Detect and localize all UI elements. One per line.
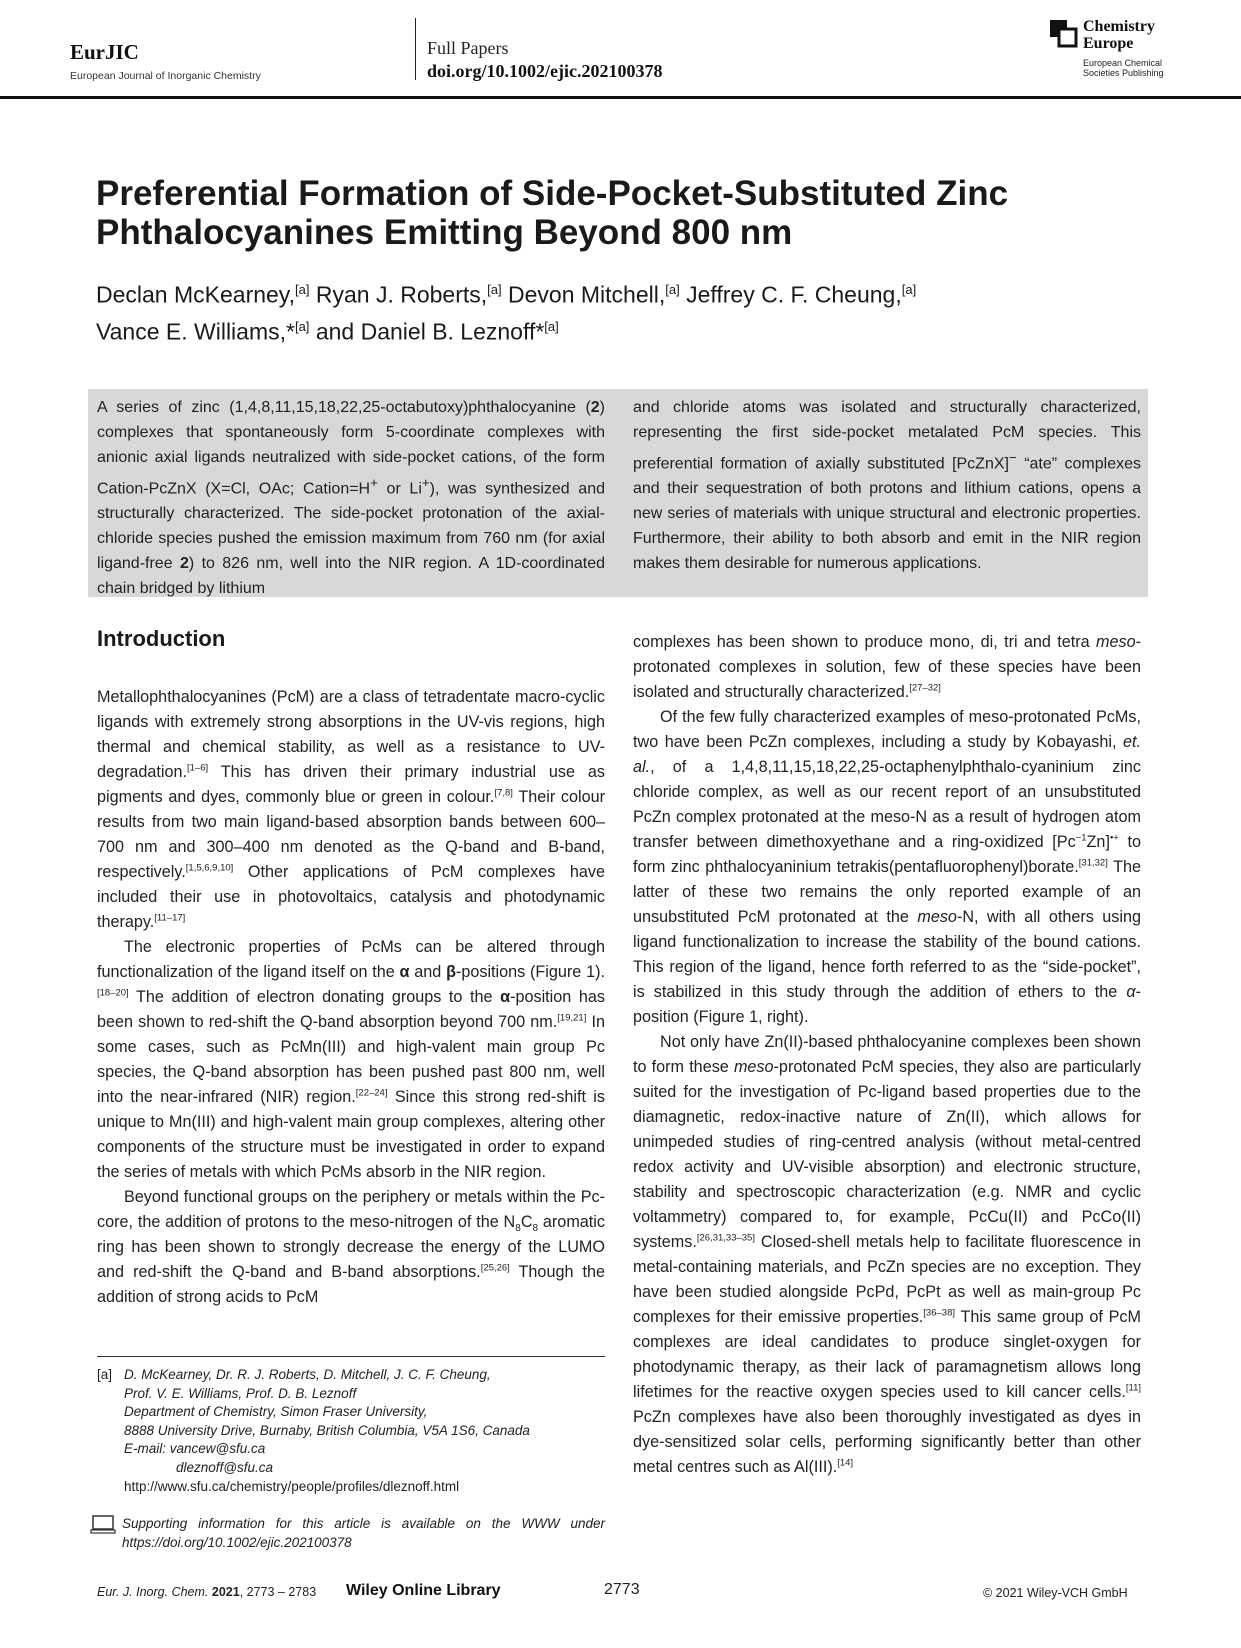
body-text: and — [409, 963, 447, 981]
compound-number: 2 — [179, 555, 189, 573]
charge-superscript: + — [370, 475, 378, 490]
author-name: Declan McKearney, — [96, 281, 295, 308]
footnote-line: Department of Chemistry, Simon Fraser University, — [124, 1404, 428, 1420]
section-heading-introduction: Introduction — [97, 626, 226, 651]
abstract-text: “ate” complexes and their sequestration of both protons and lithium cations, opens a new series of materials with unique structural and electronic properties. Furthermore, their ability to both absorb and emit in the NIR region makes them desirable for numerous applications. — [633, 455, 1142, 573]
email-link[interactable]: dleznoff@sfu.ca — [176, 1459, 274, 1475]
author-affiliation: [a] — [294, 318, 310, 334]
footnote-label: [a] — [97, 1367, 113, 1382]
compound-number: 2 — [590, 399, 600, 416]
citation-link[interactable]: [18–20] — [97, 987, 129, 999]
profile-url-link[interactable]: http://www.sfu.ca/chemistry/people/profiles/dleznoff.html — [124, 1478, 460, 1494]
citation-link[interactable]: [27–32] — [909, 682, 941, 694]
citation-link[interactable]: [1,5,6,9,10] — [185, 862, 234, 874]
charge-superscript: −1 — [1075, 832, 1087, 844]
paper-type: Full Papers — [427, 38, 509, 58]
title-line-1: Preferential Formation of Side-Pocket-Substituted Zinc — [96, 174, 1009, 213]
footnote-lines — [124, 1366, 530, 1496]
body-text: PcZn complexes have also been thoroughly investigated as dyes in dye-sensitized solar cells, performing significantly better than other metal centres such as Al(III). — [633, 1408, 1141, 1476]
paragraph — [97, 1185, 605, 1310]
publisher-subtitle — [1083, 58, 1164, 78]
body-text: The electronic properties of PcMs can be altered through functionalization of the ligand itself on the — [97, 938, 605, 981]
citation-link[interactable]: [7,8] — [494, 787, 513, 799]
abstract-text: ( — [585, 399, 591, 416]
author-line-2 — [96, 311, 1156, 348]
citation-link[interactable]: [14] — [837, 1457, 854, 1469]
footnote-rule — [97, 1356, 605, 1357]
email-link[interactable]: E-mail: vancew@sfu.ca — [124, 1441, 266, 1457]
body-text: -protonated PcM species, they also are particularly suited for the investigation of Pc-ligand based properties due to the diamagnetic, redox-inactive nature of Zn(II), which allows for unimpeded studies of ring-centred analysis (without metal-centred redox activity and UV-visible absorption) and electronic structure, stability and spectroscopic characterization (e.g. NMR and cyclic voltammetry) compared to, for example, PcCu(II) and PcCo(II) systems. — [633, 1058, 1141, 1251]
citation-link[interactable]: [19,21] — [557, 1012, 587, 1024]
greek-alpha: α — [399, 963, 410, 981]
body-text: Of the few fully characterized examples of meso-protonated PcMs, two have been PcZn complexes, including a study by Kobayashi, — [633, 708, 1141, 751]
header-rule — [0, 96, 1241, 99]
footer-citation — [97, 1585, 316, 1599]
body-text: aromatic ring has been shown to strongly decrease the energy of the LUMO and red-shift the Q-band and B-band absorptions. — [97, 1213, 605, 1281]
charge-superscript: + — [421, 475, 430, 490]
header-divider — [415, 18, 416, 80]
subscript: 8 — [515, 1223, 521, 1235]
body-text: Their colour results from two main ligand-based absorption bands between 600–700 nm and 300–400 nm denoted as the Q-band and B-band, respectively. — [97, 788, 606, 881]
body-text: Though the addition of strong acids to PcM — [97, 1263, 606, 1306]
subscript: 8 — [532, 1223, 539, 1235]
footer-pages: , 2773 – 2783 — [239, 1585, 317, 1599]
publisher-sub-line1: European Chemical — [1083, 58, 1163, 68]
wiley-online-library-link[interactable]: Wiley Online Library — [346, 1582, 501, 1599]
citation-link[interactable]: [31,32] — [1078, 857, 1108, 869]
body-text: Other applications of PcM complexes have included their use in photovoltaics, catalysis and photodynamic therapy. — [97, 863, 605, 931]
paragraph — [97, 685, 605, 935]
footer-journal-name: Eur. J. Inorg. Chem. — [97, 1585, 209, 1599]
paragraph — [97, 935, 605, 1185]
citation-link[interactable]: [11] — [1125, 1382, 1141, 1394]
author-affiliation: [a] — [544, 318, 559, 334]
author-affiliation: [a] — [295, 282, 310, 297]
author-name: Daniel B. Leznoff* — [360, 318, 545, 345]
body-text: complexes has been shown to produce mono, di, tri and tetra — [633, 633, 1097, 651]
abstract-left-column — [97, 395, 605, 601]
body-text: Beyond functional groups on the periphery or metals within the Pc-core, the addition of protons to the meso-nitrogen of the N — [97, 1188, 605, 1231]
greek-beta: β — [446, 963, 456, 981]
page-number: 2773 — [604, 1581, 640, 1598]
body-text: The latter of these two remains the only reported example of an unsubstituted PcM protonated at the — [633, 858, 1141, 926]
charge-superscript: •+ — [1109, 832, 1119, 844]
abstract-text: and chloride atoms was isolated and structurally characterized, representing the first side-pocket metalated PcM species. This preferential formation of axially substituted [PcZnX] — [633, 399, 1141, 473]
body-text: to form zinc phthalocyaninium tetrakis(pentafluorophenyl)borate. — [633, 833, 1142, 876]
abstract-text: A series of zinc (1,4,8,11,15,18,22,25-octabutoxy)phthalocyanine — [97, 399, 576, 416]
body-left-column — [97, 685, 605, 1310]
author-line-1 — [96, 274, 1156, 311]
footnote-line: Prof. V. E. Williams, Prof. D. B. Leznoff — [124, 1385, 357, 1401]
abstract-text: or Li — [377, 480, 422, 498]
citation-link[interactable]: [11–17] — [154, 912, 186, 924]
authors-and: and — [315, 318, 355, 345]
footer-year: 2021 — [211, 1585, 240, 1599]
footnote-line: 8888 University Drive, Burnaby, British Columbia, V5A 1S6, Canada — [124, 1422, 530, 1438]
chemistry-europe-logo-icon — [1048, 18, 1078, 48]
author-name: Ryan J. Roberts, — [315, 281, 488, 308]
author-name: Vance E. Williams,* — [96, 318, 295, 345]
abstract-text: ) complexes that spontaneously form 5-coordinate complexes with anionic axial ligands neutralized with side-pocket cations, of the form Cation-PcZnX (X=Cl, OAc; Cation=H — [97, 399, 605, 498]
italic-term: meso — [917, 908, 957, 926]
abstract-text: ), was synthesized and structurally characterized. The side-pocket protonation of the axial-chloride species pushed the emission maximum from 760 nm (for axial ligand-free — [97, 480, 605, 573]
title-line-2: Phthalocyanines Emitting Beyond 800 nm — [96, 213, 793, 252]
body-text: This has driven their primary industrial use as pigments and dyes, commonly blue or green in colour. — [97, 763, 605, 806]
body-text: The addition of electron donating groups to the — [128, 988, 501, 1006]
publisher-sub-line2: Societies Publishing — [1083, 68, 1164, 78]
body-right-column — [633, 630, 1141, 1480]
abstract-right-column — [633, 395, 1141, 576]
body-text: -position (Figure 1, right). — [633, 983, 1141, 1026]
italic-term: meso — [733, 1058, 774, 1076]
computer-monitor-icon — [90, 1515, 116, 1535]
greek-alpha: α — [1126, 983, 1136, 1001]
abstract-text: ) to 826 nm, well into the NIR region. A 1D-coordinated chain bridged by lithium — [97, 555, 606, 598]
body-text: In some cases, such as PcMn(III) and high-valent main group Pc species, the Q-band absorption has been pushed past 800 nm, well into the near-infrared (NIR) region. — [97, 1013, 605, 1106]
publisher-name-line1: Chemistry — [1083, 18, 1155, 35]
body-text: Since this strong red-shift is unique to Mn(III) and high-valent main group complexes, altering other components of the structure must be investigated in order to expand the series of metals with which PcMs absorb in the NIR region. — [97, 1088, 606, 1181]
body-text: Zn] — [1086, 833, 1110, 851]
publisher-name-line2: Europe — [1083, 35, 1134, 52]
body-text: C — [520, 1213, 533, 1231]
body-text: Metallophthalocyanines (PcM) are a class of tetradentate macro-cyclic ligands with extremely strong absorptions in the UV-vis regions, high thermal and chemical stability, as well as a resistance to UV-degradation. — [97, 688, 605, 781]
publisher-name — [1083, 18, 1155, 52]
author-name: Jeffrey C. F. Cheung, — [686, 281, 902, 308]
author-list — [96, 274, 1156, 347]
citation-link[interactable]: [36–38] — [923, 1307, 955, 1319]
body-text: Not only have Zn(II)-based phthalocyanine complexes been shown to form these — [633, 1033, 1141, 1076]
paragraph — [633, 630, 1141, 705]
citation-link[interactable]: [26,31,33–35] — [696, 1232, 755, 1244]
article-title — [96, 174, 1156, 252]
body-text: -positions (Figure 1). — [455, 963, 605, 981]
paragraph — [633, 1030, 1141, 1480]
author-affiliation: [a] — [901, 282, 917, 297]
body-text: -N, with all others using ligand functionalization to increase the stability of the bound cations. This region of the ligand, hence forth referred to as the “side-pocket”, is stabilized in this study through the addition of ethers to the — [633, 908, 1141, 1001]
doi-link[interactable]: doi.org/10.1002/ejic.202100378 — [427, 61, 663, 81]
author-name: Devon Mitchell, — [508, 281, 666, 308]
supporting-information-note[interactable]: Supporting information for this article is available on the WWW under https://doi.org/10.1002/ejic.202100378 — [122, 1516, 605, 1550]
body-text: , of a 1,4,8,11,15,18,22,25-octaphenylphthalo-cyaninium zinc chloride complex, as well as our recent report of an unsubstituted PcZn complex protonated at the meso-N as a result of hydrogen atom transfer between dimethoxyethane and a ring-oxidized [Pc — [633, 758, 1141, 851]
copyright: © 2021 Wiley-VCH GmbH — [983, 1586, 1128, 1600]
journal-abbrev: EurJIC — [70, 40, 139, 64]
paragraph — [633, 705, 1141, 1030]
journal-full-name: European Journal of Inorganic Chemistry — [70, 70, 261, 82]
body-text: -position has been shown to red-shift the Q-band absorption beyond 700 nm. — [97, 988, 605, 1031]
italic-term: et. al. — [633, 733, 1141, 776]
citation-link[interactable]: [25,26] — [480, 1262, 510, 1274]
citation-link[interactable]: [1–6] — [187, 762, 209, 774]
greek-alpha: α — [500, 988, 511, 1006]
footnote-line: D. McKearney, Dr. R. J. Roberts, D. Mitchell, J. C. F. Cheung, — [124, 1367, 491, 1382]
body-text: -protonated complexes in solution, few of these species have been isolated and structurally characterized. — [633, 633, 1141, 701]
charge-superscript: − — [1008, 450, 1017, 465]
author-affiliation: [a] — [665, 282, 680, 297]
body-text: This same group of PcM complexes are ideal candidates to produce singlet-oxygen for photodynamic therapy, as their lack of paramagnetism allows long lifetimes for the reactive oxygen species used to kill cancer cells. — [633, 1308, 1142, 1401]
author-affiliation: [a] — [487, 282, 502, 297]
italic-term: meso — [1096, 633, 1136, 651]
body-text: Closed-shell metals help to facilitate fluorescence in metal-containing materials, and PcZn species are no exception. They have been studied alongside PcPd, PcPt as well as main-group Pc complexes for their emissive properties. — [633, 1233, 1141, 1326]
citation-link[interactable]: [22–24] — [355, 1087, 388, 1099]
